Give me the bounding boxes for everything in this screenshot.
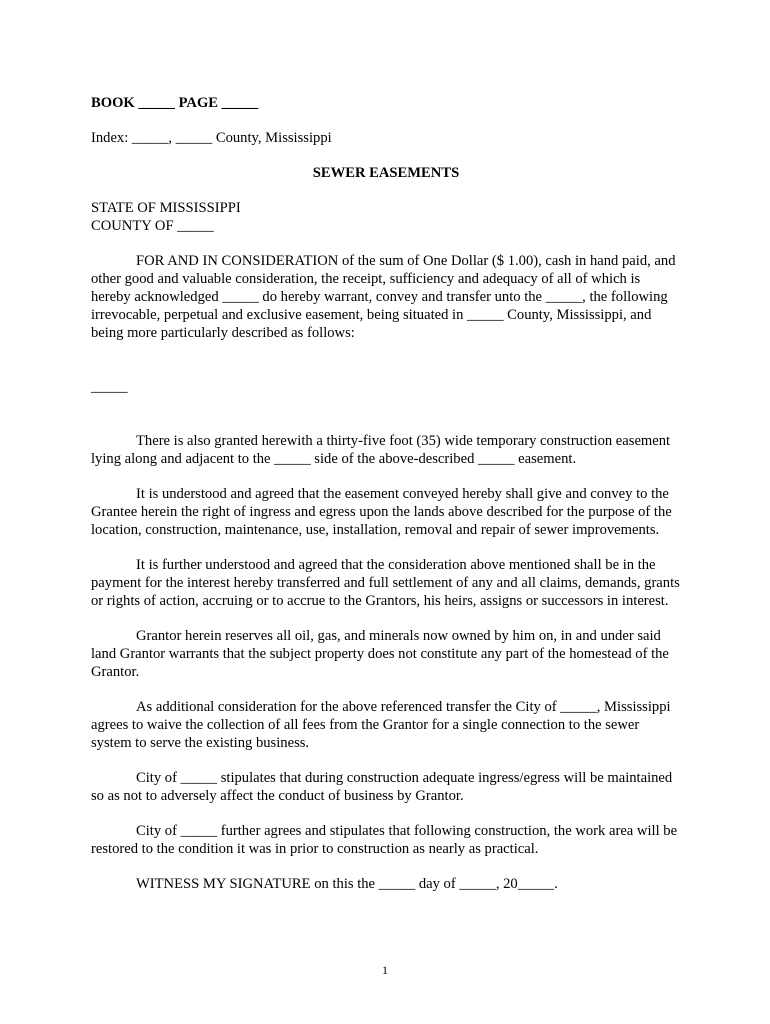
access-paragraph: City of _____ stipulates that during construction adequate ingress/egress will be maintained so as not to adversely affect the conduct of business by Grantor. (91, 770, 673, 804)
temporary-easement-paragraph: There is also granted herewith a thirty-five foot (35) wide temporary construction easement lying along and adjacent to the _____ side of the above-described _____ easement. (91, 433, 671, 467)
settlement-paragraph: It is further understood and agreed that the consideration above mentioned shall be in the payment for the interest hereby transferred and full settlement of any and all claims, demands, grants or rights of action, accruing or to accrue to the Grantors, his heirs, assigns or successors in interest. (91, 557, 680, 609)
witness-line: WITNESS MY SIGNATURE on this the _____ day of _____, 20_____. (136, 876, 558, 892)
state-line: STATE OF MISSISSIPPI (91, 200, 241, 216)
restoration-paragraph: City of _____ further agrees and stipulates that following construction, the work area will be restored to the condition it was in prior to construction as nearly as practical. (91, 823, 678, 857)
fees-paragraph: As additional consideration for the above referenced transfer the City of _____, Mississippi agrees to waive the collection of all fees from the Grantor for a single connection to the sewer system to serve the existing business. (91, 699, 671, 751)
county-line: COUNTY OF _____ (91, 218, 214, 234)
document-title: SEWER EASEMENTS (312, 165, 460, 181)
document-page (91, 94, 681, 893)
index-line: Index: _____, _____ County, Mississippi (91, 130, 332, 146)
consideration-paragraph: FOR AND IN CONSIDERATION of the sum of One Dollar ($ 1.00), cash in hand paid, and other good and valuable consideration, the receipt, sufficiency and adequacy of all of which is hereby acknowledged _____ do hereby warrant, convey and transfer unto the _____, the following irrevocable, perpetual and exclusive easement, being situated in _____ County, Mississippi, and being more particularly described as follows: (91, 253, 676, 341)
ingress-egress-paragraph: It is understood and agreed that the easement conveyed hereby shall give and convey to the Grantee herein the right of ingress and egress upon the lands above described for the purpose of the location, construction, maintenance, use, installation, removal and repair of sewer improvements. (91, 486, 672, 538)
minerals-paragraph: Grantor herein reserves all oil, gas, and minerals now owned by him on, in and under said land Grantor warrants that the subject property does not constitute any part of the homestead of the Grantor. (91, 628, 669, 680)
book-page-line: BOOK _____ PAGE _____ (91, 95, 259, 111)
description-blank: _____ (91, 379, 128, 395)
page-number: 1 (382, 963, 388, 977)
